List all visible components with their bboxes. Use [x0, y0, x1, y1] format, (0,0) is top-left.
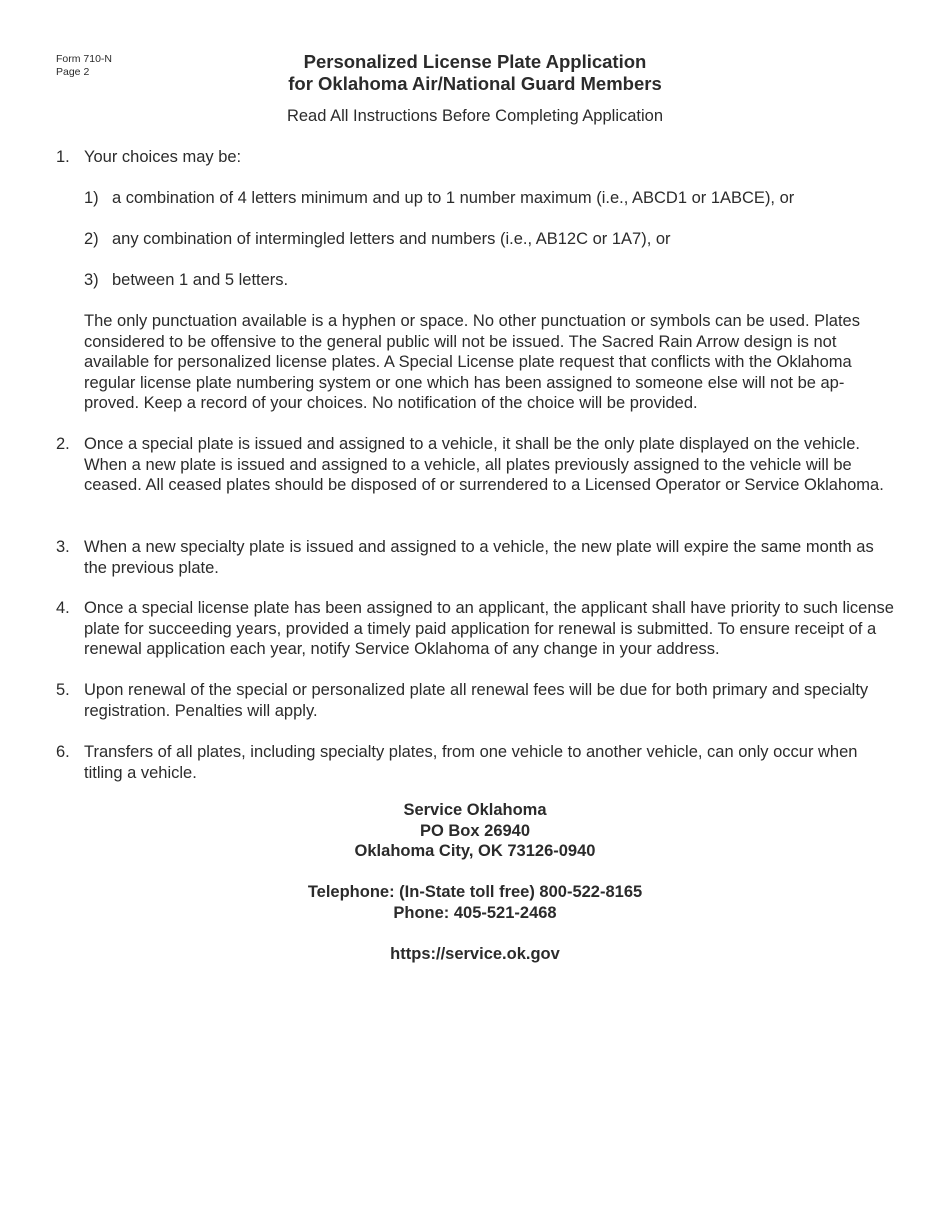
instruction-text: Transfers of all plates, including specialty plates, from one vehicle to another vehicle, can only occur when titling a vehicle.: [84, 743, 858, 782]
choice-text: a combination of 4 letters minimum and up to 1 number maximum (i.e., ABCD1 or 1ABCE), or: [112, 189, 795, 207]
choice-number: 2): [84, 230, 99, 248]
instruction-text: Your choices may be:: [84, 148, 242, 166]
instruction-text: When a new specialty plate is issued and assigned to a vehicle, the new plate will expire the same month as the previous plate.: [84, 538, 874, 577]
choice-number: 1): [84, 189, 99, 207]
punctuation-note: The only punctuation available is a hyphen or space. No other punctuation or symbols can be used. Plates considered to be offensive to the general public will not be issued. The Sacred Rain Arrow design is not available for personalized license plates. A Special License plate request that conflicts with the Oklahoma regular license plate numbering system or one which has been assigned to someone else will not be ap-proved. Keep a record of your choices. No notification of the choice will be provided.: [84, 312, 860, 412]
contact-phone: Phone: 405-521-2468: [393, 903, 557, 922]
contact-city-state-zip: Oklahoma City, OK 73126-0940: [354, 842, 596, 860]
instruction-number: 2.: [56, 435, 70, 453]
choice-text: between 1 and 5 letters.: [112, 271, 289, 289]
instruction-number: 1.: [56, 148, 70, 166]
instruction-number: 5.: [56, 681, 70, 699]
title-line-2: for Oklahoma Air/National Guard Members: [288, 73, 662, 94]
title-line-1: Personalized License Plate Application: [303, 51, 647, 72]
contact-address: [0, 800, 950, 862]
instruction-text: Once a special plate is issued and assigned to a vehicle, it shall be the only plate displayed on the vehicle. When a new plate is issued and assigned to a vehicle, all plates previously assigned to the vehicle will be ceased. All ceased plates should be disposed of or surrendered to a Licensed Operator or Service Oklahoma.: [84, 435, 884, 494]
page-label: Page 2: [56, 66, 90, 78]
contact-website[interactable]: https://service.ok.gov: [390, 945, 560, 963]
page-title: [0, 51, 950, 95]
contact-phones: [0, 882, 950, 923]
instruction-number: 4.: [56, 599, 70, 617]
page-subtitle: Read All Instructions Before Completing Application: [286, 107, 664, 125]
instruction-number: 6.: [56, 743, 70, 761]
instruction-number: 3.: [56, 538, 70, 556]
contact-organization: Service Oklahoma: [403, 801, 547, 819]
contact-telephone: Telephone: (In-State toll free) 800-522-8165: [307, 883, 643, 901]
form-number: Form 710-N: [56, 53, 113, 65]
instruction-text: Once a special license plate has been assigned to an applicant, the applicant shall have priority to such license plate for succeeding years, provided a timely paid application for renewal is submitted. To ensure receipt of a renewal application each year, notify Service Oklahoma of any change in your address.: [84, 599, 894, 658]
choice-number: 3): [84, 271, 99, 289]
instruction-text: Upon renewal of the special or personalized plate all renewal fees will be due for both primary and specialty registration. Penalties will apply.: [84, 681, 869, 720]
choice-text: any combination of intermingled letters and numbers (i.e., AB12C or 1A7), or: [112, 230, 671, 248]
contact-po-box: PO Box 26940: [419, 821, 531, 840]
